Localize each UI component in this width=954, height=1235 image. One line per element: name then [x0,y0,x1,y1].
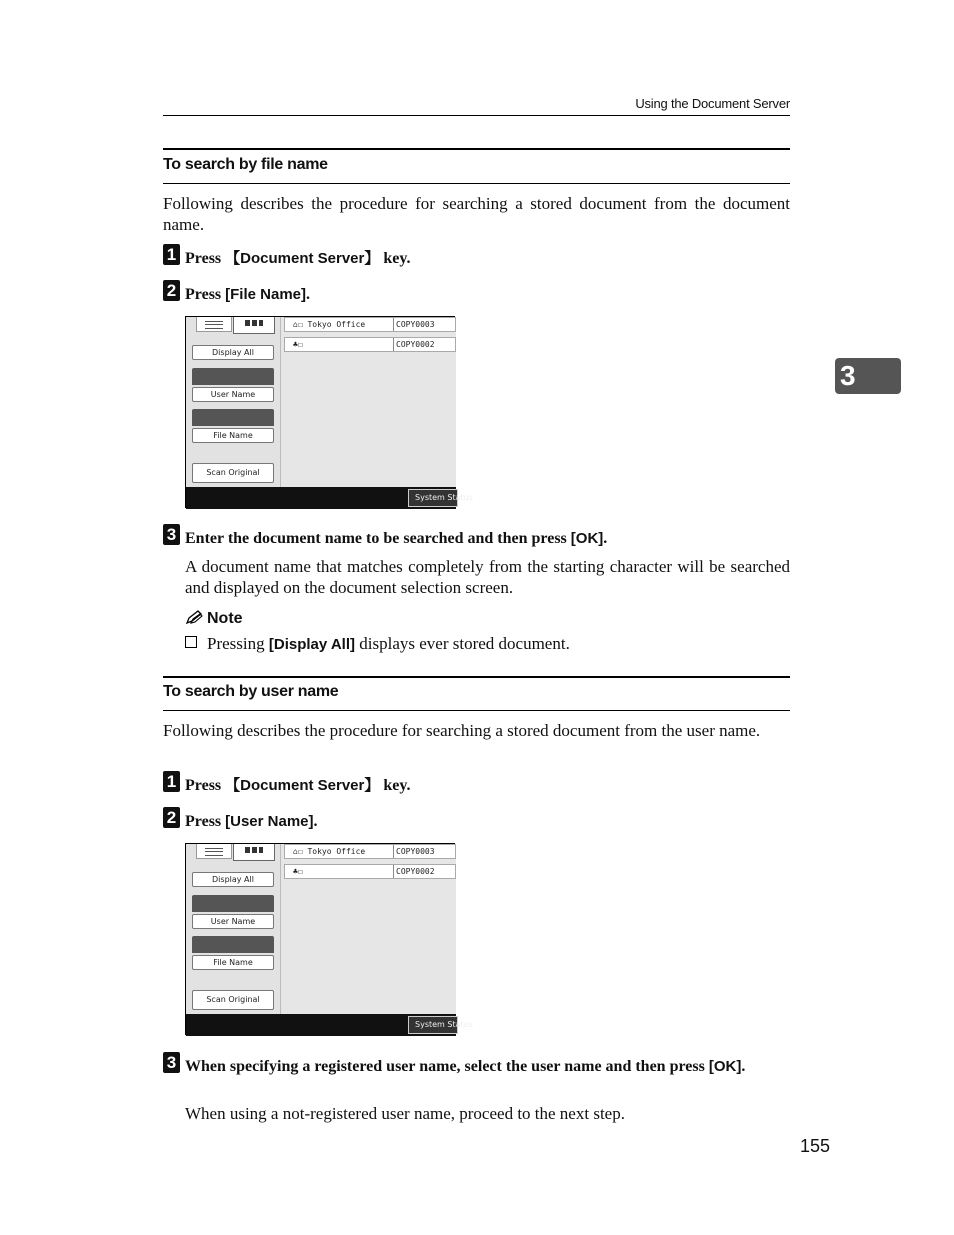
user-name-button[interactable]: User Name [192,387,274,402]
section-rule-top [163,676,790,678]
thumbnail-view-tab[interactable] [233,317,275,334]
document-id: COPY0002 [393,865,435,878]
document-row[interactable] [284,844,456,859]
scan-original-button[interactable]: Scan Original [192,990,274,1010]
checkbox-icon [185,636,197,648]
document-name: Tokyo Office [307,320,366,329]
step-instruction [185,248,410,269]
document-name: Tokyo Office [307,847,366,856]
list-icon [205,848,223,856]
step-text: Press [185,777,226,794]
note-heading [185,610,243,628]
document-icon: ♣☐ [293,867,303,876]
document-id: COPY0003 [393,845,435,858]
step-number: 1 [163,244,180,265]
step-text: Press [185,286,226,303]
step-instruction [185,811,318,832]
system-status-button[interactable]: System Status [408,1016,458,1034]
list-view-tab[interactable] [196,844,232,859]
key-name: 【Document Server】 [225,777,380,794]
note-title: Note [207,610,243,627]
section-rule-bottom [163,183,790,184]
step-number: 2 [163,807,180,828]
document-icon: ♣☐ [293,340,303,349]
section-intro: Following describes the procedure for searching a stored document from the document name. [163,194,790,234]
left-column [186,844,281,1014]
scan-original-button[interactable]: Scan Original [192,463,274,483]
step-text: key. [379,250,411,267]
thumbnail-view-tab[interactable] [233,844,275,861]
file-name-field [192,936,274,953]
note-text: Pressing [207,634,269,653]
step-instruction [185,1056,790,1077]
step-text: . [603,530,608,547]
grid-icon [245,320,263,326]
key-name: [File Name] [225,286,306,303]
step-instruction [185,775,410,796]
document-server-screen [185,843,473,1035]
key-name: [OK] [570,530,604,547]
pencil-icon [185,610,203,624]
step-body: When using a not-registered user name, proceed to the next step. [185,1104,625,1123]
step-text: Enter the document name to be searched and then press [185,530,571,547]
note-text: displays ever stored document. [355,634,570,653]
display-all-button[interactable]: Display All [192,872,274,887]
list-icon [205,321,223,329]
document-icon: ⌂☐ Tokyo Office [293,320,366,329]
key-name: [OK] [708,1058,742,1075]
user-name-field [192,368,274,385]
step-instruction [185,284,310,305]
file-name-field [192,409,274,426]
section-intro: Following describes the procedure for searching a stored document from the user name. [163,721,761,740]
section-heading-file-name: To search by file name [163,156,328,173]
key-name: 【Document Server】 [225,250,380,267]
header-rule [163,115,790,116]
step-instruction [185,528,607,549]
step-text: . [306,286,310,303]
list-view-tab[interactable] [196,317,232,332]
document-server-screen [185,316,473,508]
step-text: . [313,813,318,830]
step-number: 2 [163,280,180,301]
section-heading-user-name: To search by user name [163,683,339,700]
section-rule-bottom [163,710,790,711]
document-icon: ⌂☐ Tokyo Office [293,847,366,856]
step-body: A document name that matches completely from the starting character will be searched and displayed on the document selection screen. [185,557,790,597]
display-all-button[interactable]: Display All [192,345,274,360]
step-number: 3 [163,524,180,545]
system-status-button[interactable]: System Status [408,489,458,507]
document-row[interactable] [284,337,456,352]
user-name-field [192,895,274,912]
document-id: COPY0002 [393,338,435,351]
document-row[interactable] [284,864,456,879]
step-text: Press [185,250,226,267]
left-column [186,317,281,487]
step-text: Press [185,813,226,830]
page-number: 155 [800,1136,831,1156]
user-name-button[interactable]: User Name [192,914,274,929]
running-header: Using the Document Server [635,96,790,111]
step-text: key. [379,777,411,794]
document-id: COPY0003 [393,318,435,331]
step-text: When specifying a registered user name, select the user name and then press [185,1058,709,1075]
step-number: 3 [163,1052,180,1073]
section-rule-top [163,148,790,150]
key-name: [Display All] [268,636,356,653]
step-number: 1 [163,771,180,792]
document-row[interactable] [284,317,456,332]
chapter-tab: 3 [835,358,901,394]
key-name: [User Name] [225,813,314,830]
step-text: . [741,1058,746,1075]
grid-icon [245,847,263,853]
file-name-button[interactable]: File Name [192,428,274,443]
file-name-button[interactable]: File Name [192,955,274,970]
note-item [185,634,570,654]
